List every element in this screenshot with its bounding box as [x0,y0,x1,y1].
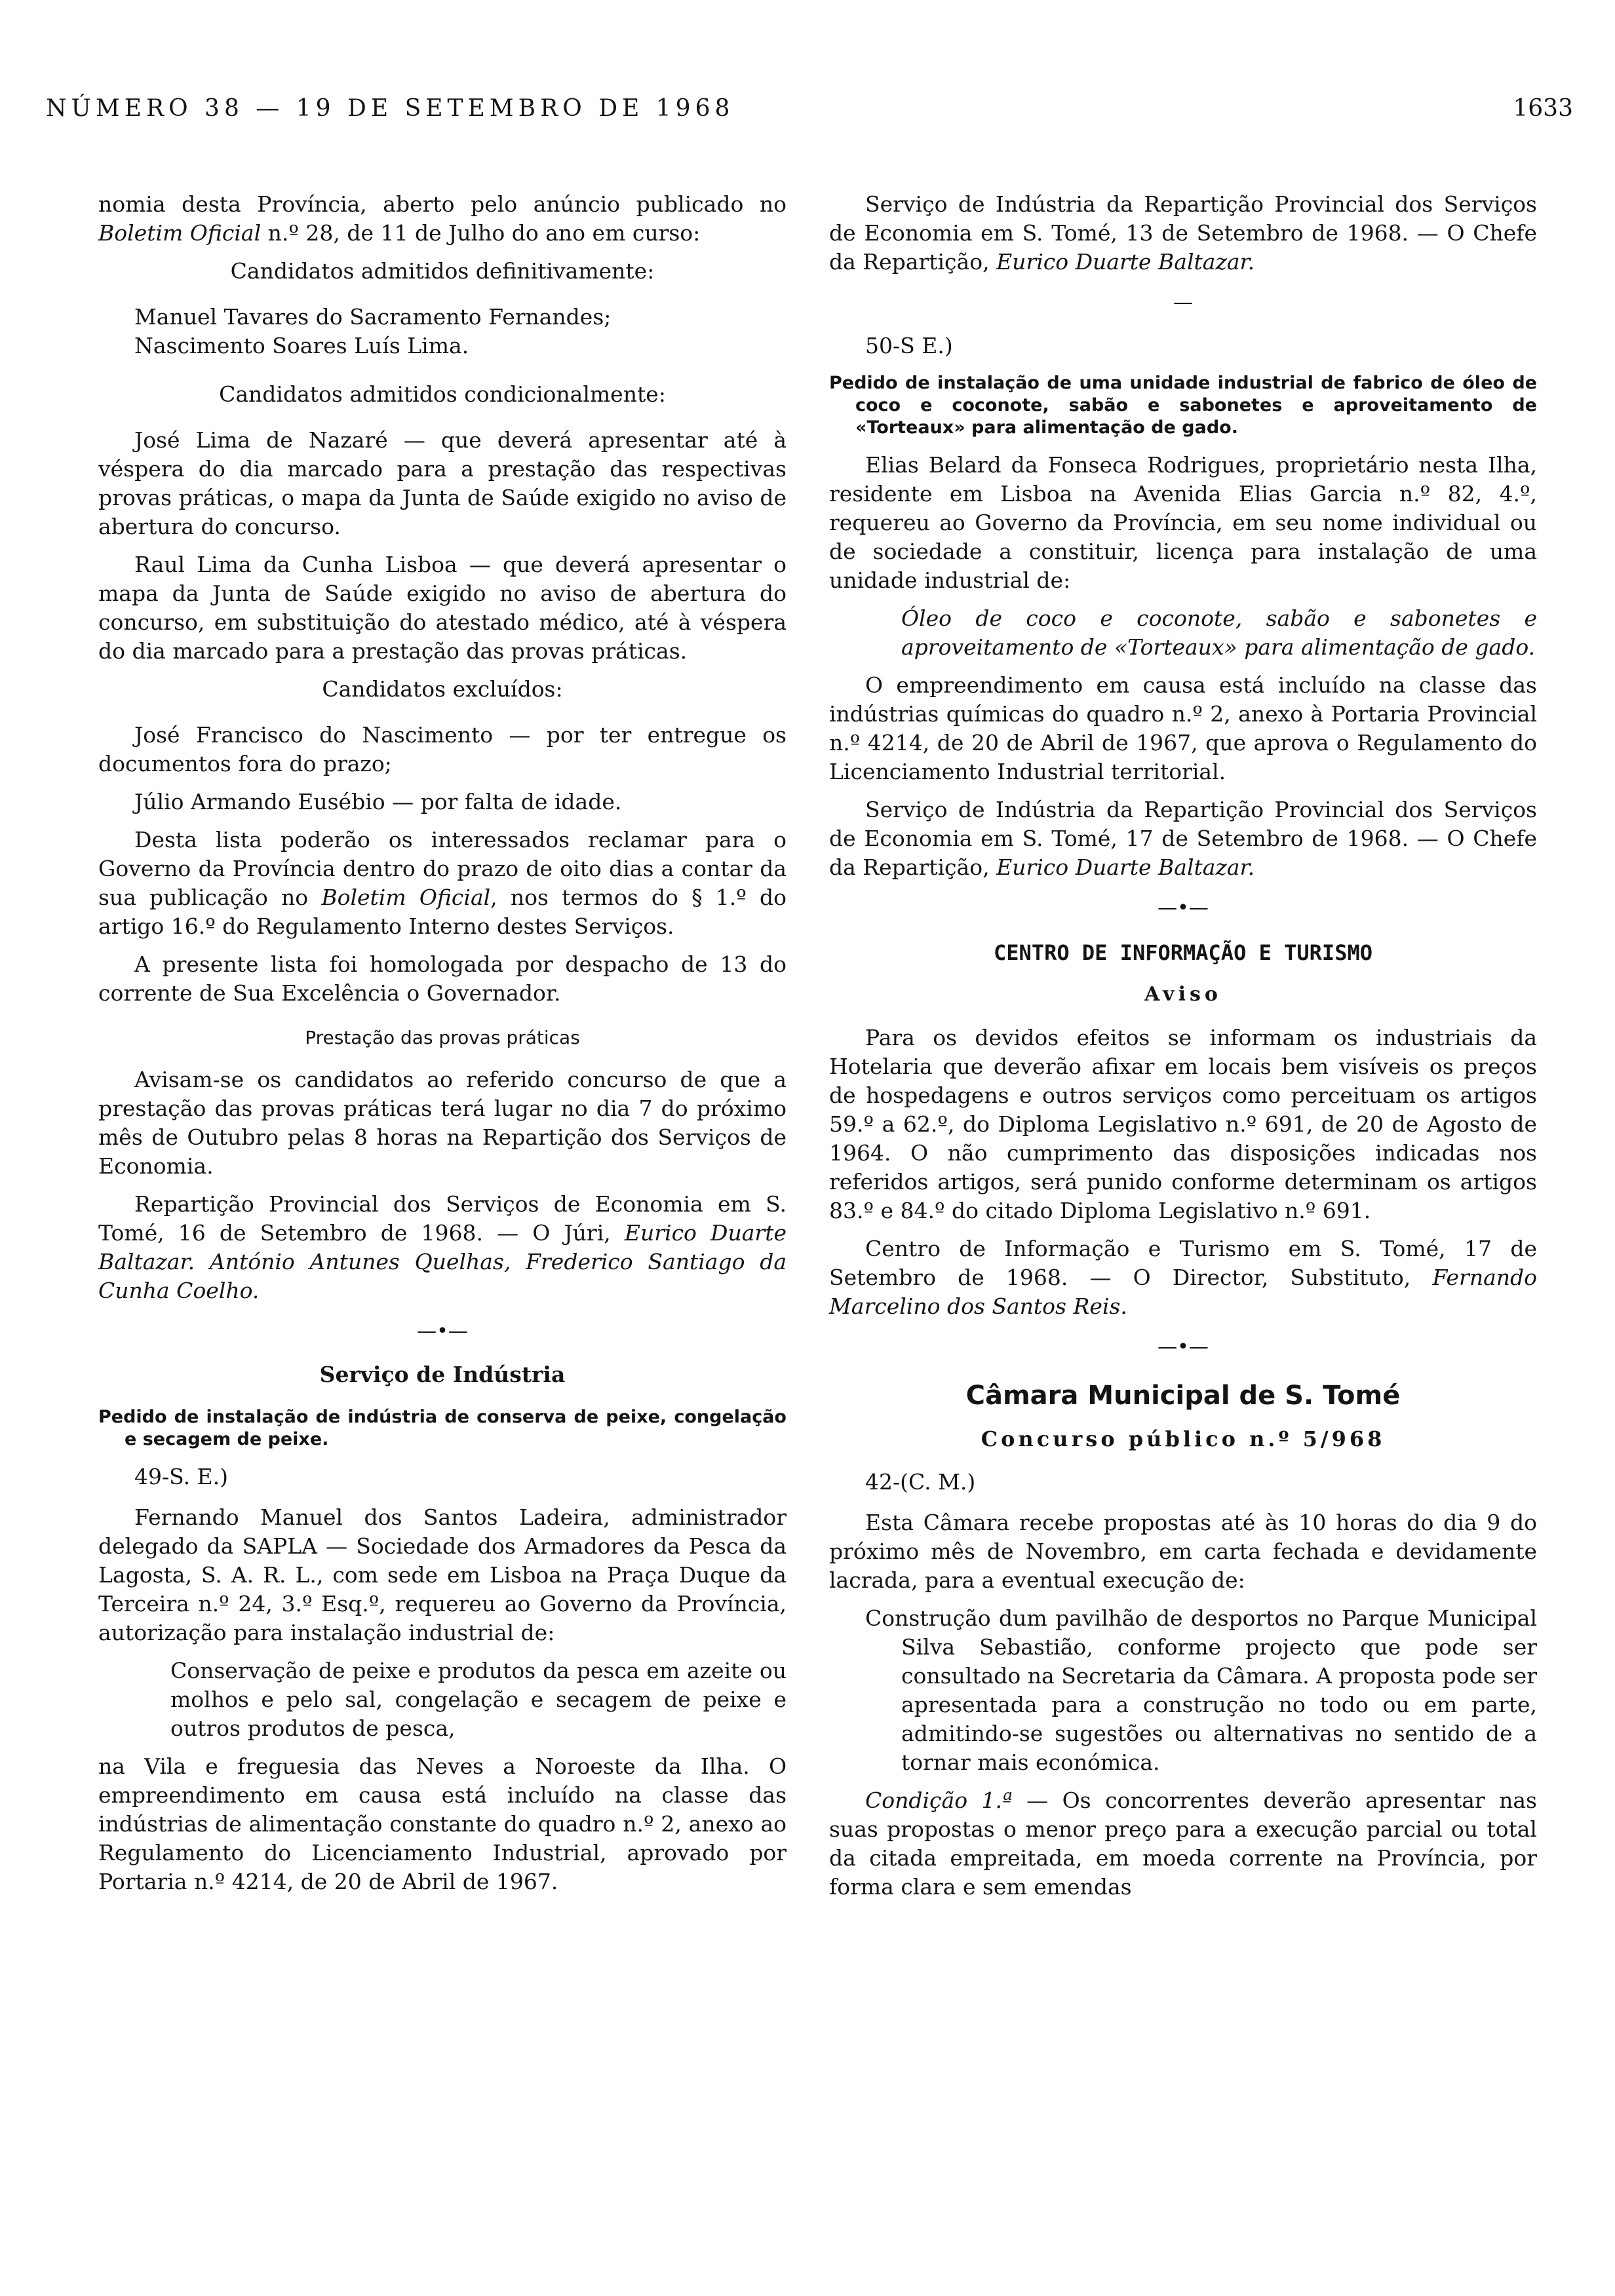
oleo-quote: Óleo de coco e coconote, sabão e sabonetes e aproveitamento de «Torteaux» para alimentação de gado. [901,605,1537,660]
condicao-paragraph: Condição 1.ª — Os concorrentes deverão apresentar nas suas propostas o menor preço para a execução parcial ou total da citada empreitada, em moeda corrente na Província, por forma clara e sem emendas [829,1788,1537,1900]
reclamar-paragraph: Desta lista poderão os interessados reclamar para o Governo da Província dentro do prazo de oito dias a contar da sua publicação no Boletim Oficial, nos termos do § 1.º do artigo 16.º do Regulamento Interno destes Serviços. [98,827,787,939]
heading-centro-turismo: CENTRO DE INFORMAÇÃO E TURISMO [994,940,1372,965]
avisam-paragraph: Avisam-se os candidatos ao referido concurso de que a prestação das provas práticas terá lugar no dia 7 do próximo mês de Outubro pelas 8 horas na Repartição dos Serviços de Economia. [98,1067,787,1179]
excluded-entry: José Francisco do Nascimento — por ter entregue os documentos fora do prazo; [98,722,787,776]
issue-line: NÚMERO 38 — 19 DE SETEMBRO DE 1968 [46,95,735,122]
heading-aviso: Aviso [1144,983,1222,1006]
aviso-paragraph: Para os devidos efeitos se informam os industriais da Hotelaria que deverão afixar em locais bem visíveis os preços de hospedagens e outros serviços como perceituam os artigos 59.º a 62.º, do Diploma Legislativo n.º 691, de 20 de Agosto de 1964. O não cumprimento das disposições indicadas nos referidos artigos, será punido conforme determinam os artigos 83.º e 84.º do citado Diploma Legislativo n.º 691. [829,1025,1537,1223]
section-divider: —•— [417,1320,468,1343]
repartition-signature: Serviço de Indústria da Repartição Provincial dos Serviços de Economia em S. Tomé, 13 de Setembro de 1968. — O Chefe da Repartição, Eurico Duarte Baltazar. [829,191,1537,275]
section-divider: —•— [1158,1335,1209,1358]
heading-servico-industria: Serviço de Indústria [319,1362,566,1387]
elias-paragraph: Elias Belard da Fonseca Rodrigues, proprietário nesta Ilha, residente em Lisboa na Avenida Elias Garcia n.º 82, 4.º, requereu ao Governo da Província, em seu nome individual ou de sociedade a constituir, licença para instalação de uma unidade industrial de: [829,452,1537,593]
pedido-title: Pedido de instalação de uma unidade industrial de fabrico de óleo de coco e coconote, sabão e sabonetes e aproveitamento de «Torteaux» para alimentação de gado. [829,373,1537,438]
reference-number: 50-S E.) [865,333,953,358]
section-divider: — [1173,291,1193,314]
conditional-entry: José Lima de Nazaré — que deverá apresentar até à véspera do dia marcado para a prestação das respectivas provas práticas, o mapa da Junta de Saúde exigido no aviso de abertura do concurso. [98,427,787,539]
left-column [98,190,787,1905]
homologada-paragraph: A presente lista foi homologada por despacho de 13 do corrente de Sua Excelência o Governador. [98,951,787,1006]
admitted-name: Manuel Tavares do Sacramento Fernandes; [134,304,612,330]
conservacao-quote: Conservação de peixe e produtos da pesca em azeite ou molhos e pelo sal, congelação e secagem de peixe e outros produtos de pesca, [170,1658,787,1741]
empreendimento-paragraph: O empreendimento em causa está incluído na classe das indústrias químicas do quadro n.º 2, anexo à Portaria Provincial n.º 4214, de 20 de Abril de 1967, que aprova o Regulamento do Licenciamento Industrial territorial. [829,672,1537,784]
excluded-entry: Júlio Armando Eusébio — por falta de idade. [134,789,622,814]
reference-number: 49-S. E.) [134,1464,229,1489]
intro-paragraph: nomia desta Província, aberto pelo anúncio publicado no Boletim Oficial n.º 28, de 11 de Julho do ano em curso: [98,191,787,246]
reference-number: 42-(C. M.) [865,1469,976,1495]
right-column [829,190,1537,1911]
pedido-title: Pedido de instalação de indústria de conserva de peixe, congelação e secagem de peixe. [98,1407,787,1449]
construcao-item: Construção dum pavilhão de desportos no Parque Municipal Silva Sebastião, conforme projecto que pode ser consultado na Secretaria da Câmara. A proposta pode ser apresentada para a construção no todo ou em parte, admitindo-se sugestões ou alternativas no sentido de a tornar mais económica. [865,1605,1537,1775]
centro-signature: Centro de Informação e Turismo em S. Tomé, 17 de Setembro de 1968. — O Director, Substituto, Fernando Marcelino dos Santos Reis. [829,1236,1537,1319]
section-divider: —•— [1158,896,1209,919]
page-number: 1633 [1513,95,1573,122]
heading-admitidos: Candidatos admitidos definitivamente: [230,258,655,284]
heading-camara-municipal: Câmara Municipal de S. Tomé [965,1381,1401,1411]
fernando-paragraph: Fernando Manuel dos Santos Ladeira, administrador delegado da SAPLA — Sociedade dos Armadores da Pesca da Lagosta, S. A. R. L., com sede em Lisboa na Praça Duque da Terceira n.º 24, 3.º Esq.º, requereu ao Governo da Província, autorização para instalação industrial de: [98,1504,787,1645]
heading-excluidos: Candidatos excluídos: [322,676,563,702]
heading-prestacao: Prestação das provas práticas [305,1027,580,1048]
repartition-signature: Serviço de Indústria da Repartição Provincial dos Serviços de Economia em S. Tomé, 17 de Setembro de 1968. — O Chefe da Repartição, Eurico Duarte Baltazar. [829,797,1537,880]
heading-concurso: Concurso público n.º 5/968 [981,1426,1386,1451]
esta-camara-paragraph: Esta Câmara recebe propostas até às 10 horas do dia 9 do próximo mês de Novembro, em carta fechada e devidamente lacrada, para a eventual execução de: [829,1510,1537,1593]
conditional-entry: Raul Lima da Cunha Lisboa — que deverá apresentar o mapa da Junta de Saúde exigido no aviso de abertura do concurso, em substituição do atestado médico, até à véspera do dia marcado para a prestação das provas práticas. [98,552,787,664]
page-header [46,95,1573,128]
vila-paragraph: na Vila e freguesia das Neves a Noroeste da Ilha. O empreendimento em causa está incluído na classe das indústrias de alimentação constante do quadro n.º 2, anexo ao Regulamento do Licenciamento Industrial, aprovado por Portaria n.º 4214, de 20 de Abril de 1967. [98,1753,787,1894]
admitted-name: Nascimento Soares Luís Lima. [134,333,469,358]
juri-signature: Repartição Provincial dos Serviços de Economia em S. Tomé, 16 de Setembro de 1968. — O Júri, Eurico Duarte Baltazar. António Antunes Quelhas, Frederico Santiago da Cunha Coelho. [98,1191,787,1303]
heading-condicional: Candidatos admitidos condicionalmente: [219,381,666,407]
